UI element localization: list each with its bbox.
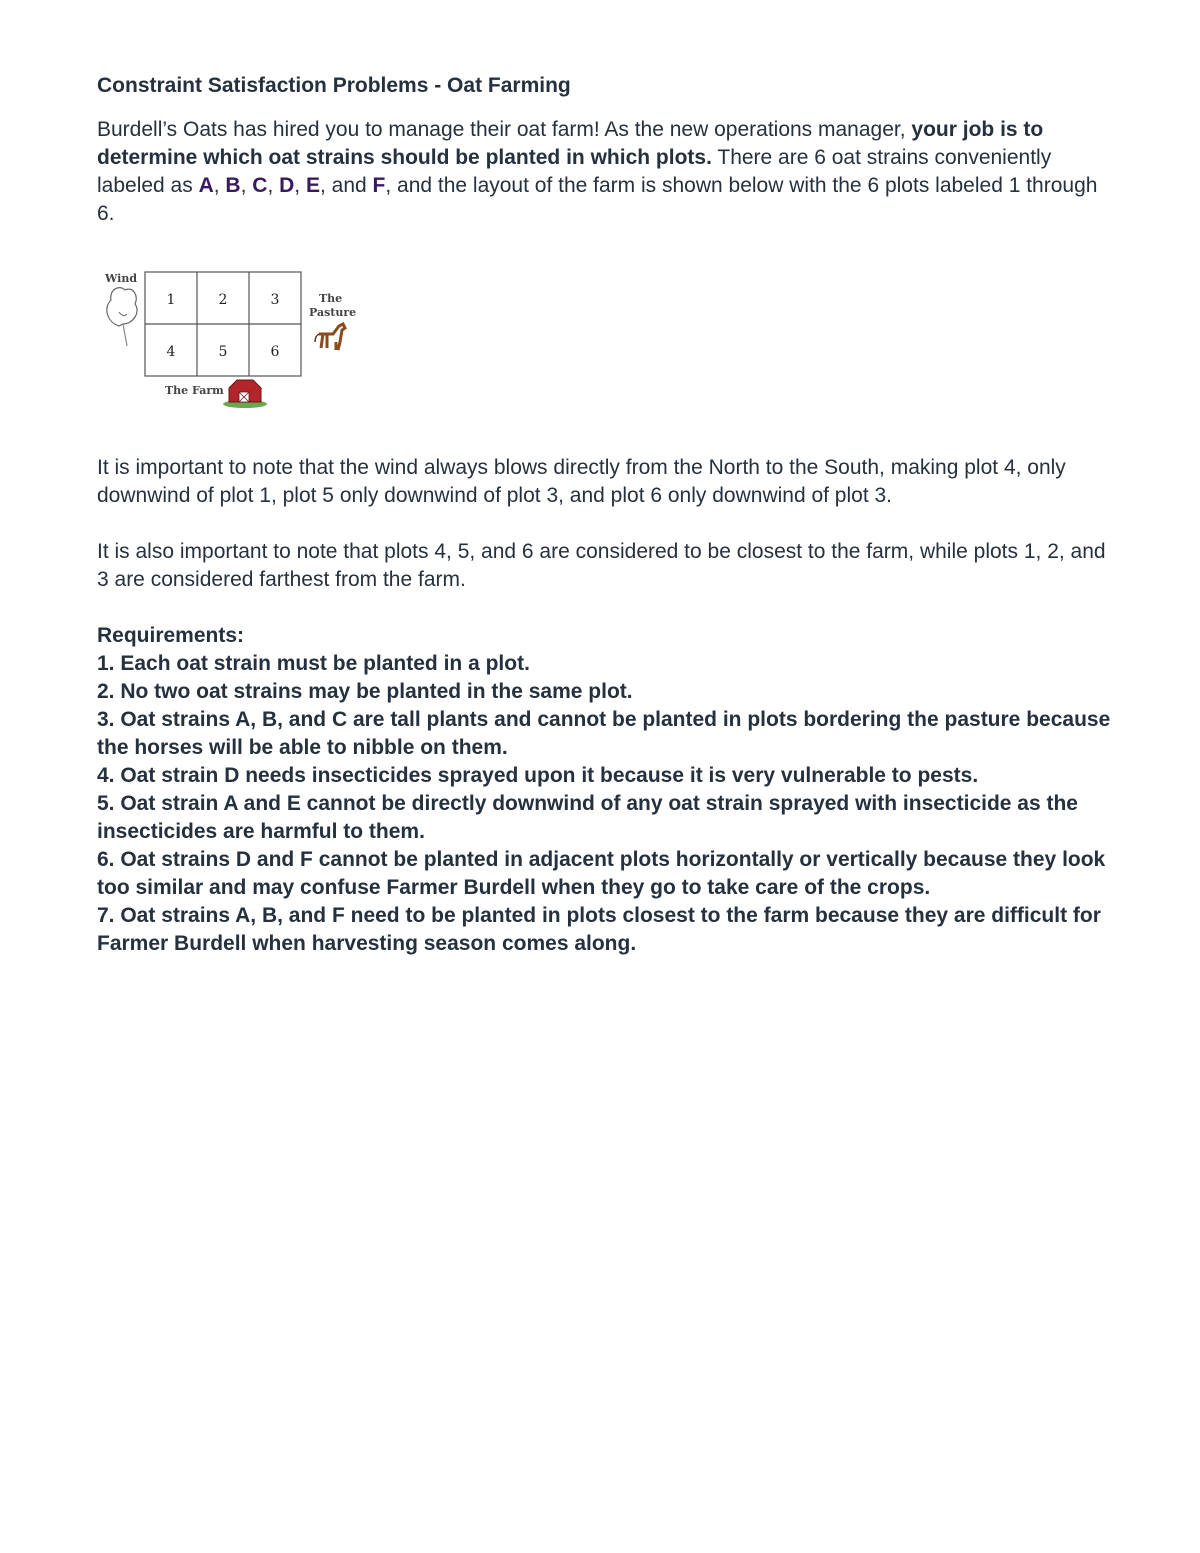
strain-c: C (252, 174, 268, 197)
requirement-item: 5. Oat strain A and E cannot be directly downwind of any oat strain sprayed with insecticide as the insecticides are harmful to them. (97, 792, 1078, 843)
plot-5-label: 5 (218, 344, 228, 360)
strain-f: F (372, 174, 386, 197)
plot-6-label: 6 (270, 344, 280, 360)
strain-b: B (225, 174, 241, 197)
plot-4-label: 4 (166, 344, 176, 360)
wind-label: Wind (105, 272, 138, 285)
pasture-label-line-1: The (319, 292, 343, 305)
pasture-label-line-2: Pasture (309, 306, 357, 319)
document-body (97, 72, 1117, 958)
intro-text-2: There are 6 oat strains conveniently labeled as (97, 146, 1052, 197)
requirement-item: 2. No two oat strains may be planted in the same plot. (97, 680, 633, 703)
farm-layout-figure (97, 264, 367, 414)
requirements-heading: Requirements: (97, 624, 245, 647)
plot-grid (145, 272, 301, 376)
plot-2-label: 2 (218, 292, 228, 308)
plot-3-label: 3 (270, 292, 280, 308)
requirement-item: 7. Oat strains A, B, and F need to be planted in plots closest to the farm because they are difficult for Farmer Burdell when harvesting season comes along. (97, 904, 1101, 955)
strain-a: A (198, 174, 214, 197)
requirement-item: 6. Oat strains D and F cannot be planted in adjacent plots horizontally or vertically because they look too similar and may confuse Farmer Burdell when they go to take care of the crops. (97, 848, 1106, 899)
plot-1-label: 1 (166, 292, 176, 308)
requirement-item: 3. Oat strains A, B, and C are tall plants and cannot be planted in plots bordering the pasture because the horses will be able to nibble on them. (97, 708, 1111, 759)
wind-note: It is important to note that the wind always blows directly from the North to the South, making plot 4, only downwind of plot 1, plot 5 only downwind of plot 3, and plot 6 only downwind of plot 3. (97, 456, 1066, 507)
separator: , (240, 174, 253, 197)
farm-diagram (97, 264, 367, 414)
separator: , (294, 174, 306, 197)
separator: , and (319, 174, 373, 197)
tree-icon (107, 288, 137, 346)
strain-e: E (305, 174, 320, 197)
intro-text-1: Burdell’s Oats has hired you to manage their oat farm! As the new operations manager, (97, 118, 912, 141)
separator: , (213, 174, 226, 197)
strain-d: D (279, 174, 295, 197)
page-title: Constraint Satisfaction Problems - Oat Farming (97, 74, 571, 97)
barn-icon (223, 380, 267, 408)
horse-icon (315, 324, 345, 350)
separator: , (267, 174, 280, 197)
intro-bold-text: your job is to determine which oat strains should be planted in which plots. (97, 118, 1044, 169)
intro-paragraph (97, 116, 1117, 228)
intro-text-3: , and the layout of the farm is shown below with the 6 plots labeled 1 through 6. (97, 174, 1098, 225)
farm-note: It is also important to note that plots 4, 5, and 6 are considered to be closest to the farm, while plots 1, 2, and 3 are considered farthest from the farm. (97, 540, 1106, 591)
farm-label: The Farm (165, 384, 224, 397)
requirement-item: 4. Oat strain D needs insecticides sprayed upon it because it is very vulnerable to pests. (97, 764, 979, 787)
requirement-item: 1. Each oat strain must be planted in a plot. (97, 652, 530, 675)
